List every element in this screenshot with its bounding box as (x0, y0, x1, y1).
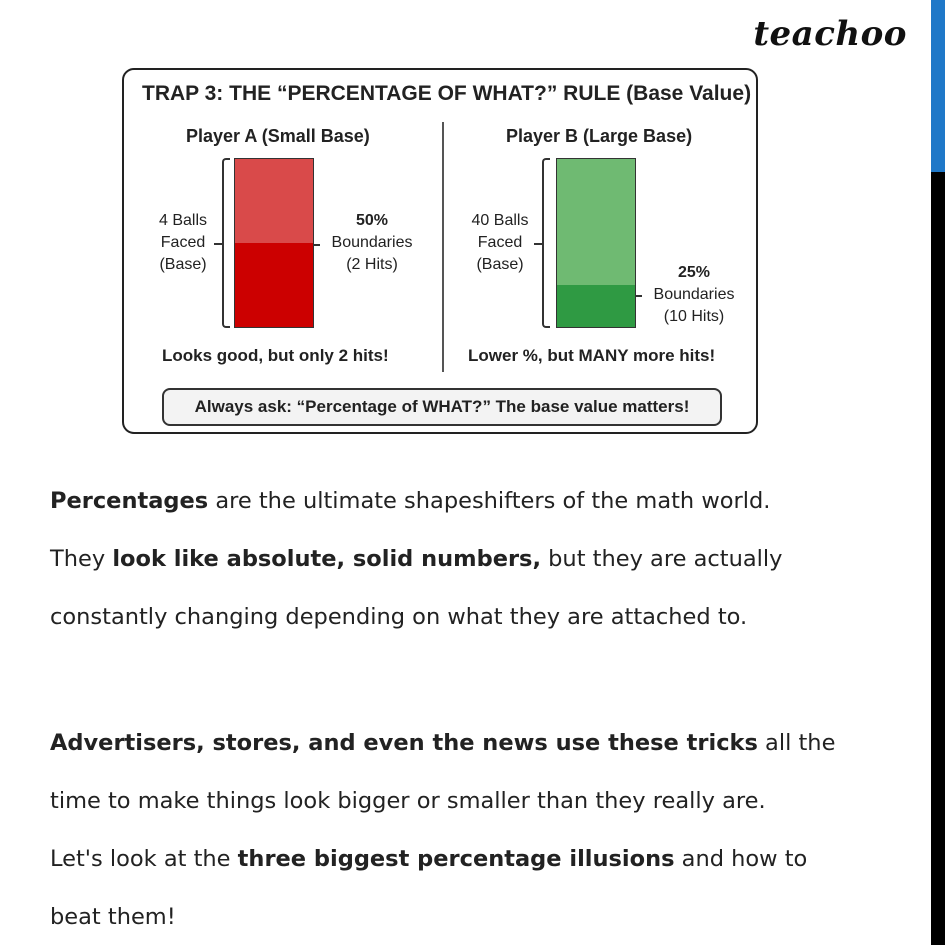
callout-box: Always ask: “Percentage of WHAT?” The base value matters! (162, 388, 722, 426)
player-b-base-bracket (542, 158, 550, 328)
player-a-base-bracket (222, 158, 230, 328)
player-b-pct-label: 25% Boundaries (10 Hits) (653, 264, 735, 325)
player-a-caption: Looks good, but only 2 hits! (162, 346, 389, 365)
body-text (50, 472, 910, 946)
diagram-title: TRAP 3: THE “PERCENTAGE OF WHAT?” RULE (Base Value) (142, 82, 752, 105)
paragraph-line: Let's look at the three biggest percentage illusions and how to (50, 846, 808, 872)
teachoo-logo: teachoo (753, 14, 907, 54)
player-a-bar-boundary (235, 243, 313, 327)
trap-diagram (122, 68, 758, 434)
panel-divider (442, 122, 444, 372)
paragraph-line: beat them! (50, 904, 176, 930)
paragraph-line: Percentages are the ultimate shapeshifters of the math world. (50, 488, 771, 514)
player-a-bar-nonboundary (235, 159, 313, 243)
player-a-bar (234, 158, 314, 328)
paragraph-line: constantly changing depending on what they are attached to. (50, 604, 748, 630)
player-b-base-label: 40 Balls Faced (Base) (471, 212, 529, 273)
player-b-bar-nonboundary (557, 159, 635, 285)
player-b-title: Player B (Large Base) (506, 126, 693, 146)
player-b-bar (556, 158, 636, 328)
player-b-bar-boundary (557, 285, 635, 327)
right-edge-bar (931, 0, 945, 945)
player-a-base-label: 4 Balls Faced (Base) (158, 212, 208, 273)
player-b-caption: Lower %, but MANY more hits! (468, 346, 716, 365)
player-a-title: Player A (Small Base) (186, 126, 370, 146)
paragraph-line: Advertisers, stores, and even the news use these tricks all the (50, 730, 836, 756)
scroll-accent (931, 0, 945, 172)
paragraph-line: They look like absolute, solid numbers, but they are actually (50, 546, 783, 572)
paragraph-line: time to make things look bigger or smaller than they really are. (50, 788, 766, 814)
player-a-pct-label: 50% Boundaries (2 Hits) (331, 212, 413, 273)
